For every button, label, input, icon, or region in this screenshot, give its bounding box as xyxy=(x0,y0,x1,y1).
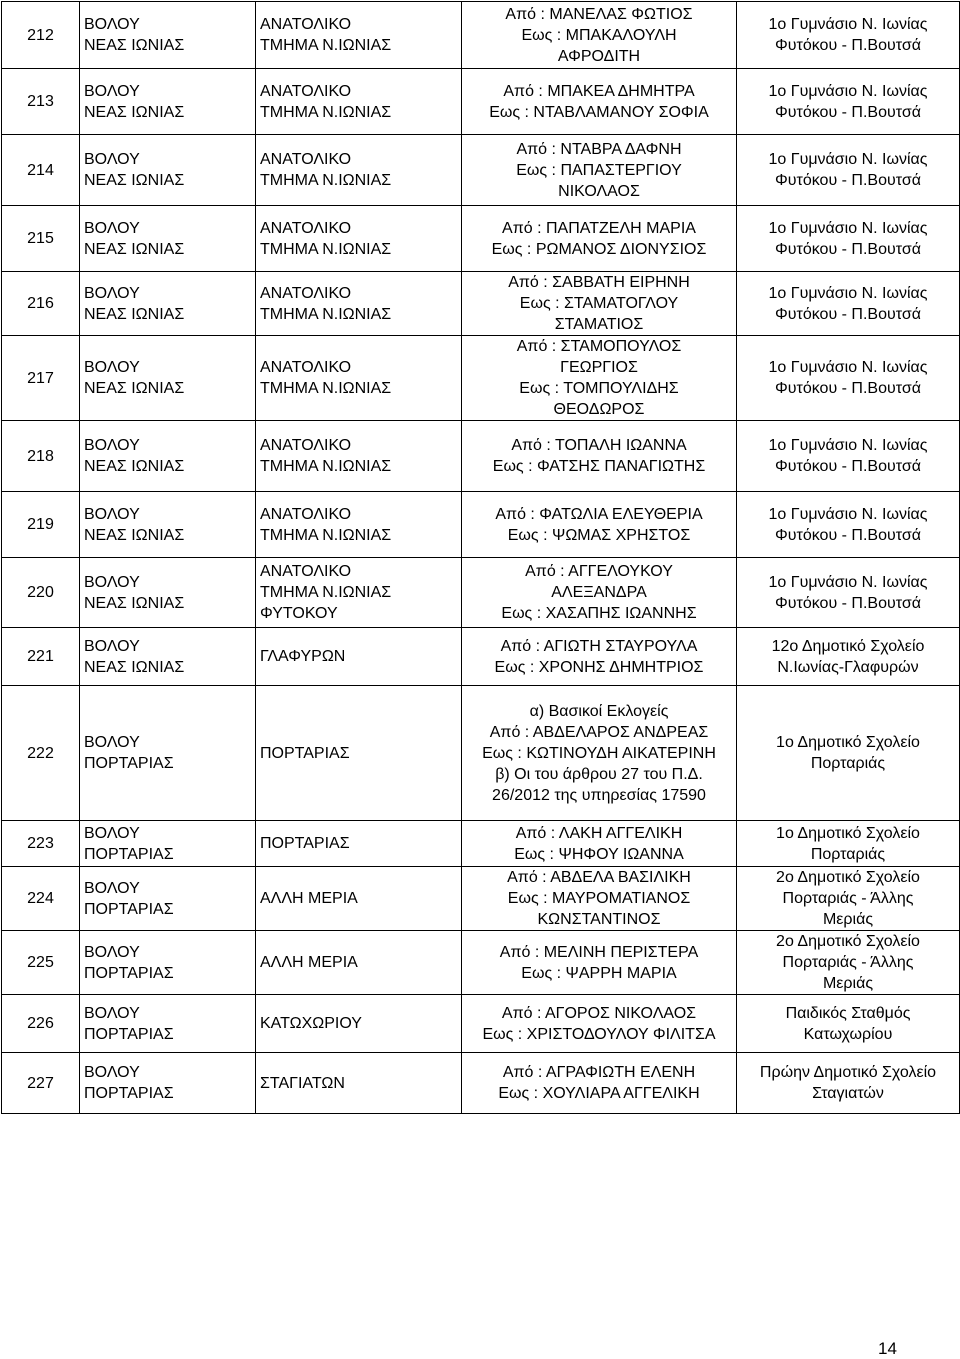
voter-range-cell-line: Εως : ΦΑΤΣΗΣ ΠΑΝΑΓΙΩΤΗΣ xyxy=(492,458,706,475)
polling-venue-cell-line: 1ο Γυμνάσιο Ν. Ιωνίας xyxy=(768,151,928,168)
station-number: 217 xyxy=(2,336,80,421)
polling-venue-cell-line: Φυτόκου - Π.Βουτσά xyxy=(775,103,921,121)
municipality-cell-line: ΒΟΛΟΥ xyxy=(84,151,140,168)
polling-venue-cell-line: 1ο Γυμνάσιο Ν. Ιωνίας xyxy=(768,573,928,591)
voter-range-cell-line: Εως : ΠΑΠΑΣΤΕΡΓΙΟΥ xyxy=(516,161,682,179)
area-cell-line: ΑΝΑΤΟΛΙΚΟ xyxy=(260,505,352,523)
municipality-cell-line: ΝΕΑΣ ΙΩΝΙΑΣ xyxy=(84,658,185,676)
polling-venue-cell xyxy=(737,558,960,628)
station-number: 220 xyxy=(2,558,80,628)
municipality-cell-line: ΝΕΑΣ ΙΩΝΙΑΣ xyxy=(84,37,185,54)
area-cell xyxy=(256,272,462,336)
municipality-cell xyxy=(80,2,256,69)
area-cell-line: ΑΝΑΤΟΛΙΚΟ xyxy=(260,437,352,454)
polling-venue-cell xyxy=(737,867,960,931)
voter-range-cell xyxy=(462,69,737,135)
area-cell-line: ΑΛΛΗ ΜΕΡΙΑ xyxy=(260,890,358,907)
municipality-cell xyxy=(80,69,256,135)
voter-range-cell xyxy=(462,206,737,272)
municipality-cell-line: ΠΟΡΤΑΡΙΑΣ xyxy=(84,964,174,982)
voter-range-cell-line: Από : ΜΕΛΙΝΗ ΠΕΡΙΣΤΕΡΑ xyxy=(499,943,699,961)
polling-venue-cell-line: 1ο Γυμνάσιο Ν. Ιωνίας xyxy=(768,505,928,523)
area-cell-line: ΠΟΡΤΑΡΙΑΣ xyxy=(260,744,350,762)
station-number: 216 xyxy=(2,272,80,336)
polling-venue-cell xyxy=(737,206,960,272)
table-row xyxy=(2,686,960,821)
voter-range-cell-line: 26/2012 της υπηρεσίας 17590 xyxy=(492,786,706,804)
polling-venue-cell-line: Μεριάς xyxy=(822,975,874,992)
municipality-cell xyxy=(80,272,256,336)
polling-venue-cell-line: 12ο Δημοτικό Σχολείο xyxy=(771,637,925,655)
voter-range-cell-line: ΑΦΡΟΔΙΤΗ xyxy=(557,47,641,65)
voter-range-cell xyxy=(462,2,737,69)
voter-range-cell xyxy=(462,421,737,492)
area-cell xyxy=(256,135,462,206)
table-row xyxy=(2,272,960,336)
voter-range-cell-line: Από : ΑΓΡΑΦΙΩΤΗ ΕΛΕΝΗ xyxy=(502,1064,696,1081)
voter-range-cell-line: ΣΤΑΜΑΤΙΟΣ xyxy=(554,316,644,333)
municipality-cell xyxy=(80,421,256,492)
voter-range-cell-line: Εως : ΝΤΑΒΛΑΜΑΝΟΥ ΣΟΦΙΑ xyxy=(489,103,709,121)
polling-venue-cell xyxy=(737,272,960,336)
voter-range-cell-line: Εως : ΨΑΡΡΗ ΜΑΡΙΑ xyxy=(521,964,677,982)
municipality-cell-line: ΒΟΛΟΥ xyxy=(84,359,140,376)
page-number: 14 xyxy=(878,1339,897,1358)
voter-range-cell-line: Εως : ΧΡΙΣΤΟΔΟΥΛΟΥ ΦΙΛΙΤΣΑ xyxy=(482,1025,716,1043)
voter-range-cell xyxy=(462,135,737,206)
polling-venue-cell xyxy=(737,686,960,821)
polling-venue-cell-line: 2ο Δημοτικό Σχολείο xyxy=(776,933,920,950)
municipality-cell-line: ΝΕΑΣ ΙΩΝΙΑΣ xyxy=(84,172,185,189)
polling-venue-cell xyxy=(737,421,960,492)
municipality-cell-line: ΝΕΑΣ ΙΩΝΙΑΣ xyxy=(84,380,185,397)
table-row xyxy=(2,1053,960,1114)
voter-range-cell-line: Από : ΑΒΔΕΛΑ ΒΑΣΙΛΙΚΗ xyxy=(507,869,691,886)
voter-range-cell-line: ΘΕΟΔΩΡΟΣ xyxy=(553,401,645,418)
area-cell-line: ΤΜΗΜΑ Ν.ΙΩΝΙΑΣ xyxy=(260,305,392,323)
municipality-cell xyxy=(80,628,256,686)
polling-venue-cell-line: Φυτόκου - Π.Βουτσά xyxy=(775,240,921,258)
voter-range-cell-line: Εως : ΨΗΦΟΥ ΙΩΑΝΝΑ xyxy=(514,845,684,863)
voter-range-cell xyxy=(462,995,737,1053)
municipality-cell-line: ΠΟΡΤΑΡΙΑΣ xyxy=(84,1085,174,1102)
polling-venue-cell-line: Πορταριάς - Άλλης xyxy=(782,954,914,971)
voter-range-cell xyxy=(462,1053,737,1114)
table-row xyxy=(2,69,960,135)
station-number: 221 xyxy=(2,628,80,686)
area-cell xyxy=(256,2,462,69)
voter-range-cell-line: Από : ΣΑΒΒΑΤΗ ΕΙΡΗΝΗ xyxy=(508,274,690,291)
table-row xyxy=(2,931,960,995)
voter-range-cell xyxy=(462,336,737,421)
polling-venue-cell-line: Πορταριάς xyxy=(810,755,886,772)
polling-venue-cell xyxy=(737,931,960,995)
municipality-cell-line: ΝΕΑΣ ΙΩΝΙΑΣ xyxy=(84,103,185,121)
municipality-cell-line: ΒΟΛΟΥ xyxy=(84,82,140,100)
municipality-cell-line: ΒΟΛΟΥ xyxy=(84,437,140,454)
area-cell-line: ΤΜΗΜΑ Ν.ΙΩΝΙΑΣ xyxy=(260,526,392,544)
station-number: 214 xyxy=(2,135,80,206)
voter-range-cell-line: Από : ΑΓΓΕΛΟΥΚΟΥ xyxy=(525,563,673,580)
polling-venue-cell-line: Φυτόκου - Π.Βουτσά xyxy=(775,305,921,323)
area-cell-line: ΣΤΑΓΙΑΤΩΝ xyxy=(260,1074,345,1092)
station-number: 226 xyxy=(2,995,80,1053)
municipality-cell-line: ΝΕΑΣ ΙΩΝΙΑΣ xyxy=(84,594,185,612)
municipality-cell-line: ΒΟΛΟΥ xyxy=(84,1004,140,1022)
area-cell-line: ΑΝΑΤΟΛΙΚΟ xyxy=(260,359,352,376)
area-cell xyxy=(256,69,462,135)
polling-venue-cell-line: 1ο Δημοτικό Σχολείο xyxy=(776,734,920,751)
area-cell xyxy=(256,931,462,995)
table-row xyxy=(2,135,960,206)
polling-venue-cell-line: Μεριάς xyxy=(822,911,874,928)
area-cell-line: ΦΥΤΟΚΟΥ xyxy=(260,605,338,622)
polling-venue-cell-line: Πορταριάς xyxy=(810,845,886,863)
municipality-cell xyxy=(80,995,256,1053)
municipality-cell-line: ΒΟΛΟΥ xyxy=(84,879,140,897)
voter-range-cell-line: Εως : ΧΡΟΝΗΣ ΔΗΜΗΤΡΙΟΣ xyxy=(494,658,704,676)
polling-venue-cell-line: 1ο Γυμνάσιο Ν. Ιωνίας xyxy=(768,82,928,100)
voter-range-cell-line: Από : ΜΑΝΕΛΑΣ ΦΩΤΙΟΣ xyxy=(505,5,693,23)
polling-venue-cell xyxy=(737,1053,960,1114)
municipality-cell-line: ΠΟΡΤΑΡΙΑΣ xyxy=(84,900,174,918)
table-body xyxy=(2,2,960,1114)
polling-venue-cell-line: 1ο Γυμνάσιο Ν. Ιωνίας xyxy=(768,437,928,454)
table-row xyxy=(2,867,960,931)
polling-venue-cell xyxy=(737,821,960,867)
station-number: 227 xyxy=(2,1053,80,1114)
municipality-cell xyxy=(80,821,256,867)
voter-range-cell-line: Από : ΑΓΙΩΤΗ ΣΤΑΥΡΟΥΛΑ xyxy=(500,637,698,655)
area-cell-line: ΑΝΑΤΟΛΙΚΟ xyxy=(260,151,352,168)
polling-venue-cell-line: Κατωχωρίου xyxy=(803,1025,893,1043)
voter-range-cell xyxy=(462,558,737,628)
voter-range-cell-line: Εως : ΨΩΜΑΣ ΧΡΗΣΤΟΣ xyxy=(507,526,691,544)
voter-range-cell-line: Από : ΤΟΠΑΛΗ ΙΩΑΝΝΑ xyxy=(511,437,687,454)
polling-venue-cell-line: 1ο Γυμνάσιο Ν. Ιωνίας xyxy=(768,16,928,33)
municipality-cell-line: ΒΟΛΟΥ xyxy=(84,573,140,591)
municipality-cell xyxy=(80,931,256,995)
polling-stations-table xyxy=(1,1,960,1114)
station-number: 224 xyxy=(2,867,80,931)
voter-range-cell xyxy=(462,931,737,995)
station-number: 223 xyxy=(2,821,80,867)
polling-venue-cell xyxy=(737,492,960,558)
area-cell xyxy=(256,995,462,1053)
table-row xyxy=(2,336,960,421)
polling-venue-cell-line: Φυτόκου - Π.Βουτσά xyxy=(775,172,921,189)
polling-venue-cell xyxy=(737,336,960,421)
area-cell-line: ΤΜΗΜΑ Ν.ΙΩΝΙΑΣ xyxy=(260,37,392,54)
table-row xyxy=(2,995,960,1053)
area-cell-line: ΑΝΑΤΟΛΙΚΟ xyxy=(260,563,352,580)
area-cell-line: ΚΑΤΩΧΩΡΙΟΥ xyxy=(260,1015,362,1032)
station-number: 218 xyxy=(2,421,80,492)
municipality-cell xyxy=(80,686,256,821)
voter-range-cell-line: α) Βασικοί Εκλογείς xyxy=(529,702,669,720)
station-number: 225 xyxy=(2,931,80,995)
municipality-cell-line: ΠΟΡΤΑΡΙΑΣ xyxy=(84,1025,174,1043)
area-cell xyxy=(256,558,462,628)
polling-venue-cell-line: 1ο Γυμνάσιο Ν. Ιωνίας xyxy=(768,284,928,302)
municipality-cell-line: ΒΟΛΟΥ xyxy=(84,824,140,842)
municipality-cell-line: ΒΟΛΟΥ xyxy=(84,219,140,237)
municipality-cell xyxy=(80,867,256,931)
area-cell-line: ΤΜΗΜΑ Ν.ΙΩΝΙΑΣ xyxy=(260,584,392,601)
area-cell xyxy=(256,492,462,558)
area-cell xyxy=(256,628,462,686)
voter-range-cell-line: Εως : ΜΠΑΚΑΛΟΥΛΗ xyxy=(521,26,677,44)
area-cell xyxy=(256,821,462,867)
municipality-cell-line: ΝΕΑΣ ΙΩΝΙΑΣ xyxy=(84,458,185,475)
voter-range-cell-line: Εως : ΚΩΤΙΝΟΥΔΗ ΑΙΚΑΤΕΡΙΝΗ xyxy=(482,744,716,762)
voter-range-cell-line: ΓΕΩΡΓΙΟΣ xyxy=(560,359,638,376)
station-number: 222 xyxy=(2,686,80,821)
voter-range-cell-line: Εως : ΧΟΥΛΙΑΡΑ ΑΓΓΕΛΙΚΗ xyxy=(498,1085,700,1102)
polling-venue-cell xyxy=(737,628,960,686)
voter-range-cell-line: Από : ΑΒΔΕΛΑΡΟΣ ΑΝΔΡΕΑΣ xyxy=(489,723,709,741)
municipality-cell-line: ΒΟΛΟΥ xyxy=(84,734,140,751)
voter-range-cell xyxy=(462,628,737,686)
municipality-cell-line: ΒΟΛΟΥ xyxy=(84,1064,140,1081)
voter-range-cell-line: Από : ΜΠΑΚΕΑ ΔΗΜΗΤΡΑ xyxy=(503,82,695,100)
polling-venue-cell-line: Παιδικός Σταθμός xyxy=(785,1004,911,1022)
municipality-cell xyxy=(80,492,256,558)
voter-range-cell xyxy=(462,686,737,821)
polling-venue-cell-line: Φυτόκου - Π.Βουτσά xyxy=(775,594,921,612)
municipality-cell-line: ΝΕΑΣ ΙΩΝΙΑΣ xyxy=(84,526,185,544)
voter-range-cell-line: Από : ΦΑΤΩΛΙΑ ΕΛΕΥΘΕΡΙΑ xyxy=(495,505,703,523)
table-row xyxy=(2,821,960,867)
area-cell xyxy=(256,686,462,821)
area-cell-line: ΓΛΑΦΥΡΩΝ xyxy=(260,648,346,665)
area-cell-line: ΤΜΗΜΑ Ν.ΙΩΝΙΑΣ xyxy=(260,172,392,189)
polling-venue-cell xyxy=(737,2,960,69)
station-number: 215 xyxy=(2,206,80,272)
polling-venue-cell-line: 1ο Δημοτικό Σχολείο xyxy=(776,824,920,842)
municipality-cell xyxy=(80,336,256,421)
municipality-cell-line: ΠΟΡΤΑΡΙΑΣ xyxy=(84,845,174,863)
municipality-cell-line: ΒΟΛΟΥ xyxy=(84,637,140,655)
area-cell-line: ΑΝΑΤΟΛΙΚΟ xyxy=(260,82,352,100)
polling-venue-cell-line: Ν.Ιωνίας-Γλαφυρών xyxy=(777,658,919,676)
table-row xyxy=(2,206,960,272)
municipality-cell-line: ΒΟΛΟΥ xyxy=(84,284,140,302)
municipality-cell-line: ΠΟΡΤΑΡΙΑΣ xyxy=(84,755,174,772)
area-cell xyxy=(256,421,462,492)
municipality-cell-line: ΒΟΛΟΥ xyxy=(84,16,140,33)
voter-range-cell xyxy=(462,867,737,931)
voter-range-cell-line: Από : ΝΤΑΒΡΑ ΔΑΦΝΗ xyxy=(516,140,682,158)
voter-range-cell xyxy=(462,272,737,336)
voter-range-cell-line: ΚΩΝΣΤΑΝΤΙΝΟΣ xyxy=(537,911,661,928)
voter-range-cell-line: β) Οι του άρθρου 27 του Π.Δ. xyxy=(495,765,703,783)
polling-venue-cell-line: Φυτόκου - Π.Βουτσά xyxy=(775,458,921,475)
table-row xyxy=(2,628,960,686)
polling-venue-cell-line: 1ο Γυμνάσιο Ν. Ιωνίας xyxy=(768,359,928,376)
voter-range-cell-line: Από : ΣΤΑΜΟΠΟΥΛΟΣ xyxy=(516,338,682,355)
municipality-cell-line: ΒΟΛΟΥ xyxy=(84,505,140,523)
municipality-cell-line: ΝΕΑΣ ΙΩΝΙΑΣ xyxy=(84,305,185,323)
area-cell-line: ΤΜΗΜΑ Ν.ΙΩΝΙΑΣ xyxy=(260,458,392,475)
polling-venue-cell-line: Φυτόκου - Π.Βουτσά xyxy=(775,380,921,397)
polling-venue-cell xyxy=(737,135,960,206)
station-number: 219 xyxy=(2,492,80,558)
voter-range-cell-line: Εως : ΡΩΜΑΝΟΣ ΔΙΟΝΥΣΙΟΣ xyxy=(491,240,707,258)
area-cell-line: ΤΜΗΜΑ Ν.ΙΩΝΙΑΣ xyxy=(260,103,392,121)
area-cell-line: ΤΜΗΜΑ Ν.ΙΩΝΙΑΣ xyxy=(260,380,392,397)
voter-range-cell-line: ΑΛΕΞΑΝΔΡΑ xyxy=(551,584,647,601)
table-row xyxy=(2,2,960,69)
voter-range-cell-line: Από : ΑΓΟΡΟΣ ΝΙΚΟΛΑΟΣ xyxy=(501,1004,697,1022)
area-cell-line: ΤΜΗΜΑ Ν.ΙΩΝΙΑΣ xyxy=(260,240,392,258)
municipality-cell xyxy=(80,135,256,206)
polling-venue-cell-line: Φυτόκου - Π.Βουτσά xyxy=(775,526,921,544)
area-cell-line: ΑΝΑΤΟΛΙΚΟ xyxy=(260,16,352,33)
area-cell xyxy=(256,1053,462,1114)
area-cell xyxy=(256,206,462,272)
voter-range-cell-line: Εως : ΜΑΥΡΟΜΑΤΙΑΝΟΣ xyxy=(507,890,691,907)
voter-range-cell-line: ΝΙΚΟΛΑΟΣ xyxy=(558,182,640,200)
municipality-cell-line: ΝΕΑΣ ΙΩΝΙΑΣ xyxy=(84,240,185,258)
municipality-cell xyxy=(80,558,256,628)
area-cell xyxy=(256,336,462,421)
municipality-cell xyxy=(80,1053,256,1114)
polling-venue-cell xyxy=(737,69,960,135)
polling-venue-cell-line: Πορταριάς - Άλλης xyxy=(782,890,914,907)
polling-venue-cell xyxy=(737,995,960,1053)
voter-range-cell-line: Εως : ΧΑΣΑΠΗΣ ΙΩΑΝΝΗΣ xyxy=(501,605,697,622)
area-cell-line: ΑΝΑΤΟΛΙΚΟ xyxy=(260,219,352,237)
area-cell xyxy=(256,867,462,931)
voter-range-cell-line: Από : ΛΑΚΗ ΑΓΓΕΛΙΚΗ xyxy=(515,824,683,842)
polling-venue-cell-line: Φυτόκου - Π.Βουτσά xyxy=(775,37,921,54)
voter-range-cell-line: Εως : ΣΤΑΜΑΤΟΓΛΟΥ xyxy=(519,295,679,312)
area-cell-line: ΠΟΡΤΑΡΙΑΣ xyxy=(260,835,350,852)
station-number: 213 xyxy=(2,69,80,135)
table-row xyxy=(2,421,960,492)
table-row xyxy=(2,558,960,628)
station-number: 212 xyxy=(2,2,80,69)
area-cell-line: ΑΛΛΗ ΜΕΡΙΑ xyxy=(260,954,358,971)
voter-range-cell xyxy=(462,821,737,867)
municipality-cell-line: ΒΟΛΟΥ xyxy=(84,943,140,961)
table-row xyxy=(2,492,960,558)
polling-venue-cell-line: 1ο Γυμνάσιο Ν. Ιωνίας xyxy=(768,219,928,237)
municipality-cell xyxy=(80,206,256,272)
polling-venue-cell-line: Σταγιατών xyxy=(812,1085,884,1102)
polling-venue-cell-line: Πρώην Δημοτικό Σχολείο xyxy=(759,1064,937,1081)
voter-range-cell-line: Εως : ΤΟΜΠΟΥΛΙΔΗΣ xyxy=(519,380,679,397)
voter-range-cell-line: Από : ΠΑΠΑΤΖΕΛΗ ΜΑΡΙΑ xyxy=(502,219,696,237)
area-cell-line: ΑΝΑΤΟΛΙΚΟ xyxy=(260,284,352,302)
polling-venue-cell-line: 2ο Δημοτικό Σχολείο xyxy=(776,869,920,886)
voter-range-cell xyxy=(462,492,737,558)
